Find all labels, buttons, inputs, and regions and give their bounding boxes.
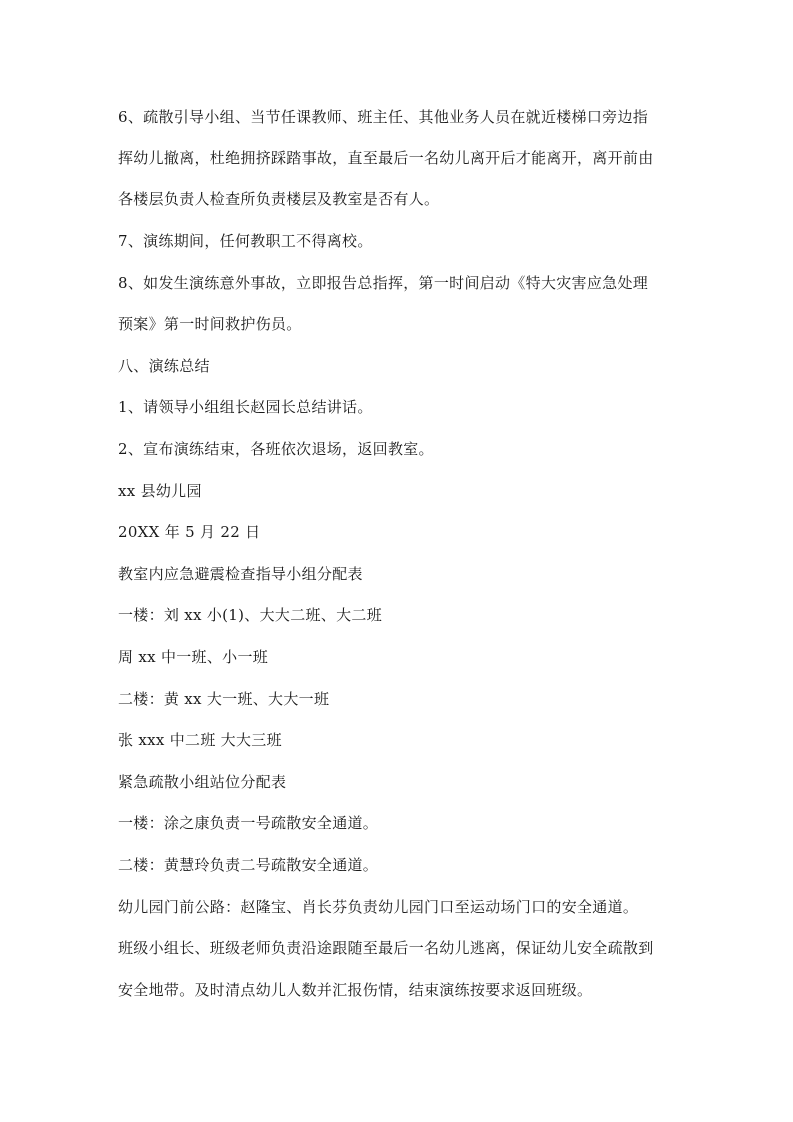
section-heading: 八、演练总结 [118, 357, 210, 375]
paragraph-line: 预案》第一时间救护伤员。 [118, 315, 302, 333]
paragraph-line: 2、宣布演练结束，各班依次退场，返回教室。 [118, 440, 434, 458]
assignment-line: 张 xxx 中二班 大大三班 [118, 731, 282, 749]
paragraph-line: 挥幼儿撤离，杜绝拥挤踩踏事故，直至最后一名幼儿离开后才能离开，离开前由 [118, 149, 654, 167]
table-title: 紧急疏散小组站位分配表 [118, 773, 287, 791]
paragraph-line: 6、疏散引导小组、当节任课教师、班主任、其他业务人员在就近楼梯口旁边指 [118, 108, 649, 126]
paragraph-line: 班级小组长、班级老师负责沿途跟随至最后一名幼儿逃离，保证幼儿安全疏散到 [118, 939, 654, 957]
table-title: 教室内应急避震检查指导小组分配表 [118, 565, 363, 583]
document-date: 20XX 年 5 月 22 日 [118, 523, 261, 541]
assignment-line: 幼儿园门前公路：赵隆宝、肖长芬负责幼儿园门口至运动场门口的安全通道。 [118, 898, 639, 916]
paragraph-line: 各楼层负责人检查所负责楼层及教室是否有人。 [118, 190, 440, 208]
assignment-line: 二楼：黄 xx 大一班、大大一班 [118, 690, 330, 708]
assignment-line: 一楼：涂之康负责一号疏散安全通道。 [118, 814, 379, 832]
paragraph-line: 1、请领导小组组长赵园长总结讲话。 [118, 398, 373, 416]
paragraph-line: 8、如发生演练意外事故，立即报告总指挥，第一时间启动《特大灾害应急处理 [118, 274, 649, 292]
organization-name: xx 县幼儿园 [118, 482, 202, 500]
assignment-line: 二楼：黄慧玲负责二号疏散安全通道。 [118, 856, 379, 874]
paragraph-line: 安全地带。及时清点幼儿人数并汇报伤情，结束演练按要求返回班级。 [118, 981, 593, 999]
assignment-line: 一楼：刘 xx 小(1)、大大二班、大二班 [118, 606, 383, 624]
assignment-line: 周 xx 中一班、小一班 [118, 648, 269, 666]
paragraph-line: 7、演练期间，任何教职工不得离校。 [118, 232, 373, 250]
